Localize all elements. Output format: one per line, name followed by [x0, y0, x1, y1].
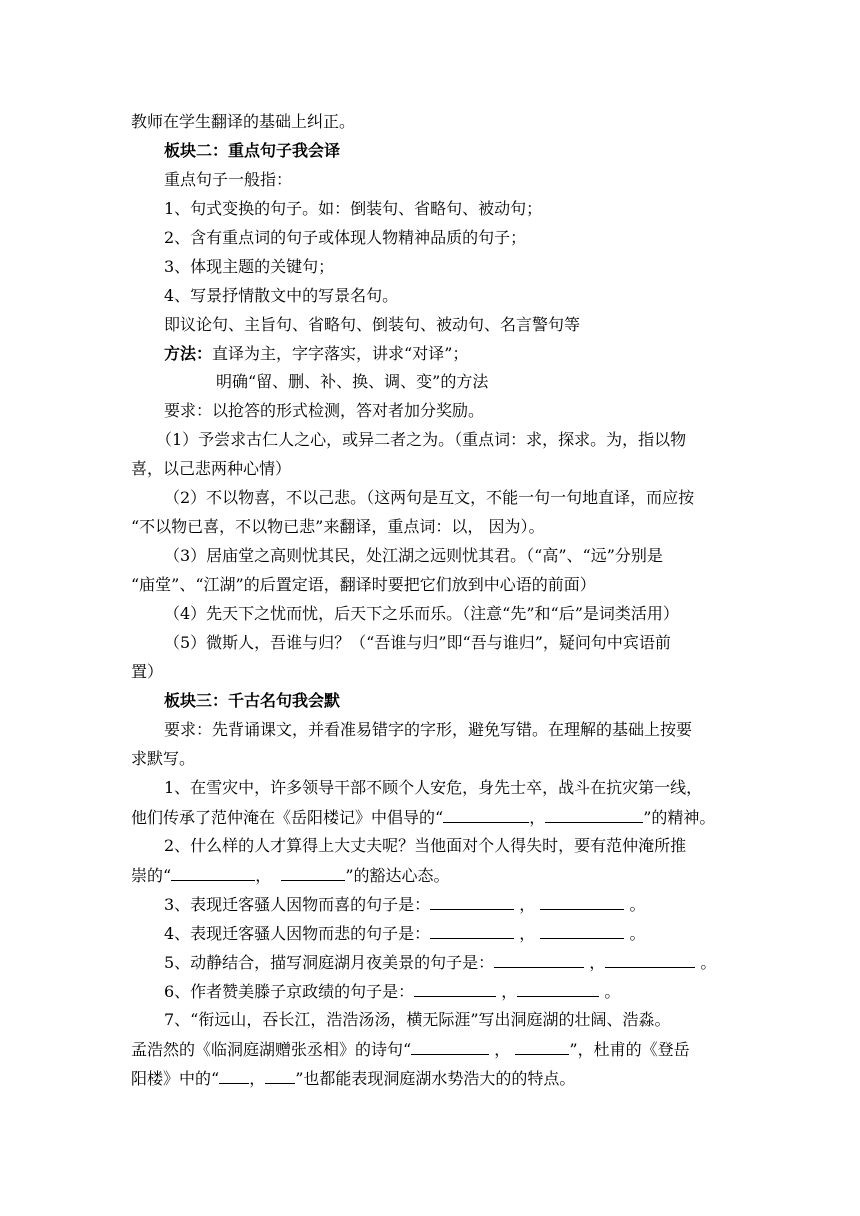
- answer-blank[interactable]: [540, 894, 624, 910]
- answer-blank[interactable]: [430, 894, 514, 910]
- section3-heading: 板块三：千古名句我会默: [164, 691, 341, 710]
- list-item: 4、写景抒情散文中的写景名句。: [164, 286, 399, 305]
- method-line-2: 明确“留、删、补、换、调、变”的方法: [216, 372, 489, 391]
- section2-requirement: 要求：以抢答的形式检测，答对者加分奖励。: [164, 401, 485, 420]
- example-4-line-1: （4）先天下之忧而忧，后天下之乐而乐。（注意“先”和“后”是词类活用）: [164, 604, 679, 623]
- answer-blank[interactable]: [430, 923, 514, 939]
- answer-blank[interactable]: [545, 807, 643, 823]
- list-item: 2、含有重点词的句子或体现人物精神品质的句子；: [164, 228, 527, 247]
- q3-line: 3、表现迁客骚人因物而喜的句子是： ， 。: [164, 895, 646, 914]
- example-1-line-1: （1）予尝求古仁人之心，或异二者之为。（重点词：求，探求。为，指以物: [156, 430, 687, 449]
- answer-blank[interactable]: [219, 1068, 249, 1084]
- example-3-line-1: （3）居庙堂之高则忧其民，处江湖之远则忧其君。（“高”、“远”分别是: [164, 546, 663, 565]
- q2-line-1: 2、什么样的人才算得上大丈夫呢？当他面对个人得失时，要有范仲淹所推: [164, 836, 687, 855]
- method-line: [164, 344, 731, 364]
- example-5-line-1: （5）微斯人，吾谁与归？（“吾谁与归”即“吾与谁归”，疑问句中宾语前: [164, 633, 671, 652]
- intro-tail: 教师在学生翻译的基础上纠正。: [131, 112, 356, 131]
- method-text: 直译为主，字字落实，讲求“对译”；: [212, 344, 469, 363]
- q4-line: 4、表现迁客骚人因物而悲的句子是： ， 。: [164, 924, 646, 943]
- q7-line-1: 7、“衔远山，吞长江，浩浩汤汤，横无际涯”写出洞庭湖的壮阔、浩淼。: [164, 1010, 671, 1029]
- example-2-line-2: “不以物已喜，不以物已悲”来翻译，重点词：以， 因为）。: [131, 517, 545, 536]
- example-2-line-1: （2）不以物喜，不以己悲。（这两句是互文，不能一句一句地直译，而应按: [164, 488, 695, 507]
- section2-lead: 重点句子一般指：: [164, 170, 293, 189]
- answer-blank[interactable]: [605, 952, 695, 968]
- answer-blank[interactable]: [540, 923, 624, 939]
- answer-blank[interactable]: [281, 865, 345, 881]
- list-item: 1、句式变换的句子。如：倒装句、省略句、被动句；: [164, 199, 543, 218]
- q7-line-2: 孟浩然的《临洞庭湖赠张丞相》的诗句“ ， ”，杜甫的《登岳: [131, 1040, 690, 1059]
- method-label: 方法：: [164, 344, 213, 363]
- q1-line-2: 他们传承了范仲淹在《岳阳楼记》中倡导的“ ， ”的精神。: [131, 808, 716, 827]
- answer-blank[interactable]: [443, 807, 529, 823]
- section2-summary: 即议论句、主旨句、省略句、倒装句、被动句、名言警句等: [164, 315, 581, 334]
- q7-line-3: 阳楼》中的“ ， ”也都能表现洞庭湖水势浩大的的特点。: [131, 1069, 576, 1088]
- answer-blank[interactable]: [414, 981, 496, 997]
- example-3-line-2: “庙堂”、“江湖”的后置定语，翻译时要把它们放到中心语的前面）: [131, 575, 596, 594]
- q5-line: 5、动静结合，描写洞庭湖月夜美景的句子是： ， 。: [164, 953, 717, 972]
- section2-heading: 板块二：重点句子我会译: [164, 141, 341, 160]
- answer-blank[interactable]: [494, 952, 584, 968]
- answer-blank[interactable]: [265, 1068, 295, 1084]
- answer-blank[interactable]: [515, 1039, 569, 1055]
- answer-blank[interactable]: [517, 981, 599, 997]
- answer-blank[interactable]: [171, 865, 255, 881]
- list-item: 3、体现主题的关键句；: [164, 257, 335, 276]
- example-1-line-2: 喜，以己悲两种心情）: [131, 459, 292, 478]
- section3-requirement-line-1: 要求：先背诵课文，并看准易错字的字形，避免写错。在理解的基础上按要: [164, 720, 693, 739]
- section3-requirement-line-2: 求默写。: [131, 749, 196, 768]
- answer-blank[interactable]: [411, 1039, 489, 1055]
- q2-line-2: 崇的“ ， ”的豁达心态。: [131, 866, 450, 885]
- example-5-line-2: 置）: [131, 662, 164, 681]
- q6-line: 6、作者赞美滕子京政绩的句子是： ， 。: [164, 982, 621, 1001]
- q1-line-1: 1、在雪灾中，许多领导干部不顾个人安危，身先士卒，战斗在抗灾第一线，: [164, 778, 703, 797]
